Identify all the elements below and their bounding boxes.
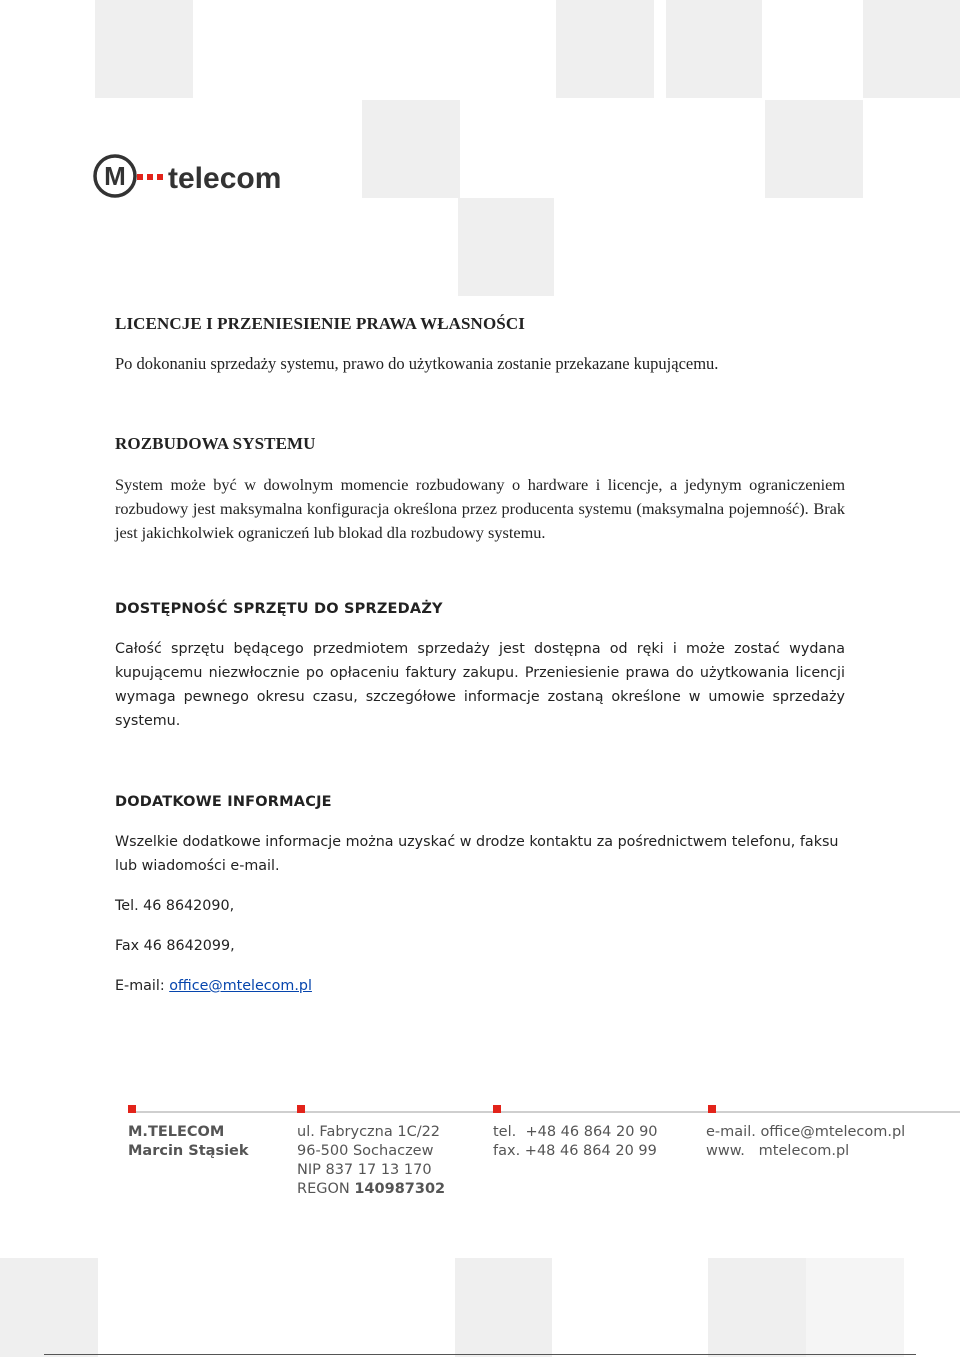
decor-square xyxy=(455,1258,552,1357)
footer-email: e-mail. office@mtelecom.pl xyxy=(706,1124,906,1140)
footer-street: ul. Fabryczna 1C/22 xyxy=(297,1124,441,1140)
decor-square xyxy=(95,0,193,98)
section-body-licenses: Po dokonaniu sprzedaży systemu, prawo do użytkowania zostanie przekazane kupującemu. xyxy=(115,354,719,373)
footer-owner: Marcin Stąsiek xyxy=(128,1143,249,1159)
footer-fax: fax. +48 46 864 20 99 xyxy=(493,1143,657,1159)
footer-marker xyxy=(708,1105,716,1113)
section-heading-expansion: ROZBUDOWA SYSTEMU xyxy=(115,434,316,453)
decor-square xyxy=(362,100,460,198)
decor-square xyxy=(765,100,863,198)
decor-square xyxy=(666,0,762,98)
decor-square xyxy=(458,198,554,296)
contact-tel: Tel. 46 8642090, xyxy=(115,898,235,914)
decor-square xyxy=(806,1258,904,1357)
section-body-availability: Całość sprzętu będącego przedmiotem sprzedaży jest dostępna od ręki i może zostać wydana kupującemu niezwłocznie po opłaceniu faktury zakupu. Przeniesienie prawa do użytkowania licencji wymaga pewnego okresu czasu, szczegółowe informacje zostaną określone w umowie sprzedaży systemu. xyxy=(115,641,845,729)
footer-address-column xyxy=(297,1123,445,1199)
section-heading-availability: DOSTĘPNOŚĆ SPRZĘTU DO SPRZEDAŻY xyxy=(115,601,443,617)
footer-tel: tel. +48 46 864 20 90 xyxy=(493,1124,658,1140)
company-logo xyxy=(92,150,302,202)
decor-square xyxy=(556,0,654,98)
section-body-additional-info: Wszelkie dodatkowe informacje można uzyskać w drodze kontaktu za pośrednictwem telefonu, faksu lub wiadomości e-mail. xyxy=(115,834,839,874)
footer-company-column xyxy=(128,1123,249,1161)
contact-fax: Fax 46 8642099, xyxy=(115,938,235,954)
section-body-expansion: System może być w dowolnym momencie rozbudowany o hardware i licencje, a jedynym ograniczeniem rozbudowy jest maksymalna konfiguracja określona przez producenta systemu (maksymalna pojemność). Brak jest jakichkolwiek ograniczeń lub blokad dla rozbudowy systemu. xyxy=(115,475,845,542)
footer-www: www. mtelecom.pl xyxy=(706,1143,850,1159)
footer-divider xyxy=(128,1111,960,1113)
decor-square xyxy=(863,0,960,98)
footer-city: 96-500 Sochaczew xyxy=(297,1143,434,1159)
footer-regon-value: 140987302 xyxy=(354,1181,446,1197)
decor-square xyxy=(0,1258,98,1357)
footer-regon-label: REGON xyxy=(297,1181,355,1197)
logo-name: telecom xyxy=(168,162,282,195)
footer-marker xyxy=(493,1105,501,1113)
footer-marker xyxy=(128,1105,136,1113)
section-heading-licenses: LICENCJE I PRZENIESIENIE PRAWA WŁASNOŚCI xyxy=(115,314,525,333)
email-link[interactable]: office@mtelecom.pl xyxy=(169,978,312,994)
section-heading-additional-info: DODATKOWE INFORMACJE xyxy=(115,794,332,810)
footer-regon xyxy=(297,1180,445,1199)
footer-nip: NIP 837 17 13 170 xyxy=(297,1162,432,1178)
document-body xyxy=(115,312,845,998)
contact-email-label: E-mail: xyxy=(115,978,170,994)
footer-letterhead xyxy=(0,1095,960,1225)
logo-letter: M xyxy=(104,161,126,191)
decor-square xyxy=(708,1258,806,1357)
footer-phone-column xyxy=(493,1123,658,1161)
page-bottom-rule xyxy=(44,1354,916,1355)
footer-company: M.TELECOM xyxy=(128,1124,225,1140)
contact-email xyxy=(115,974,845,998)
footer-web-column xyxy=(706,1123,905,1161)
footer-marker xyxy=(297,1105,305,1113)
